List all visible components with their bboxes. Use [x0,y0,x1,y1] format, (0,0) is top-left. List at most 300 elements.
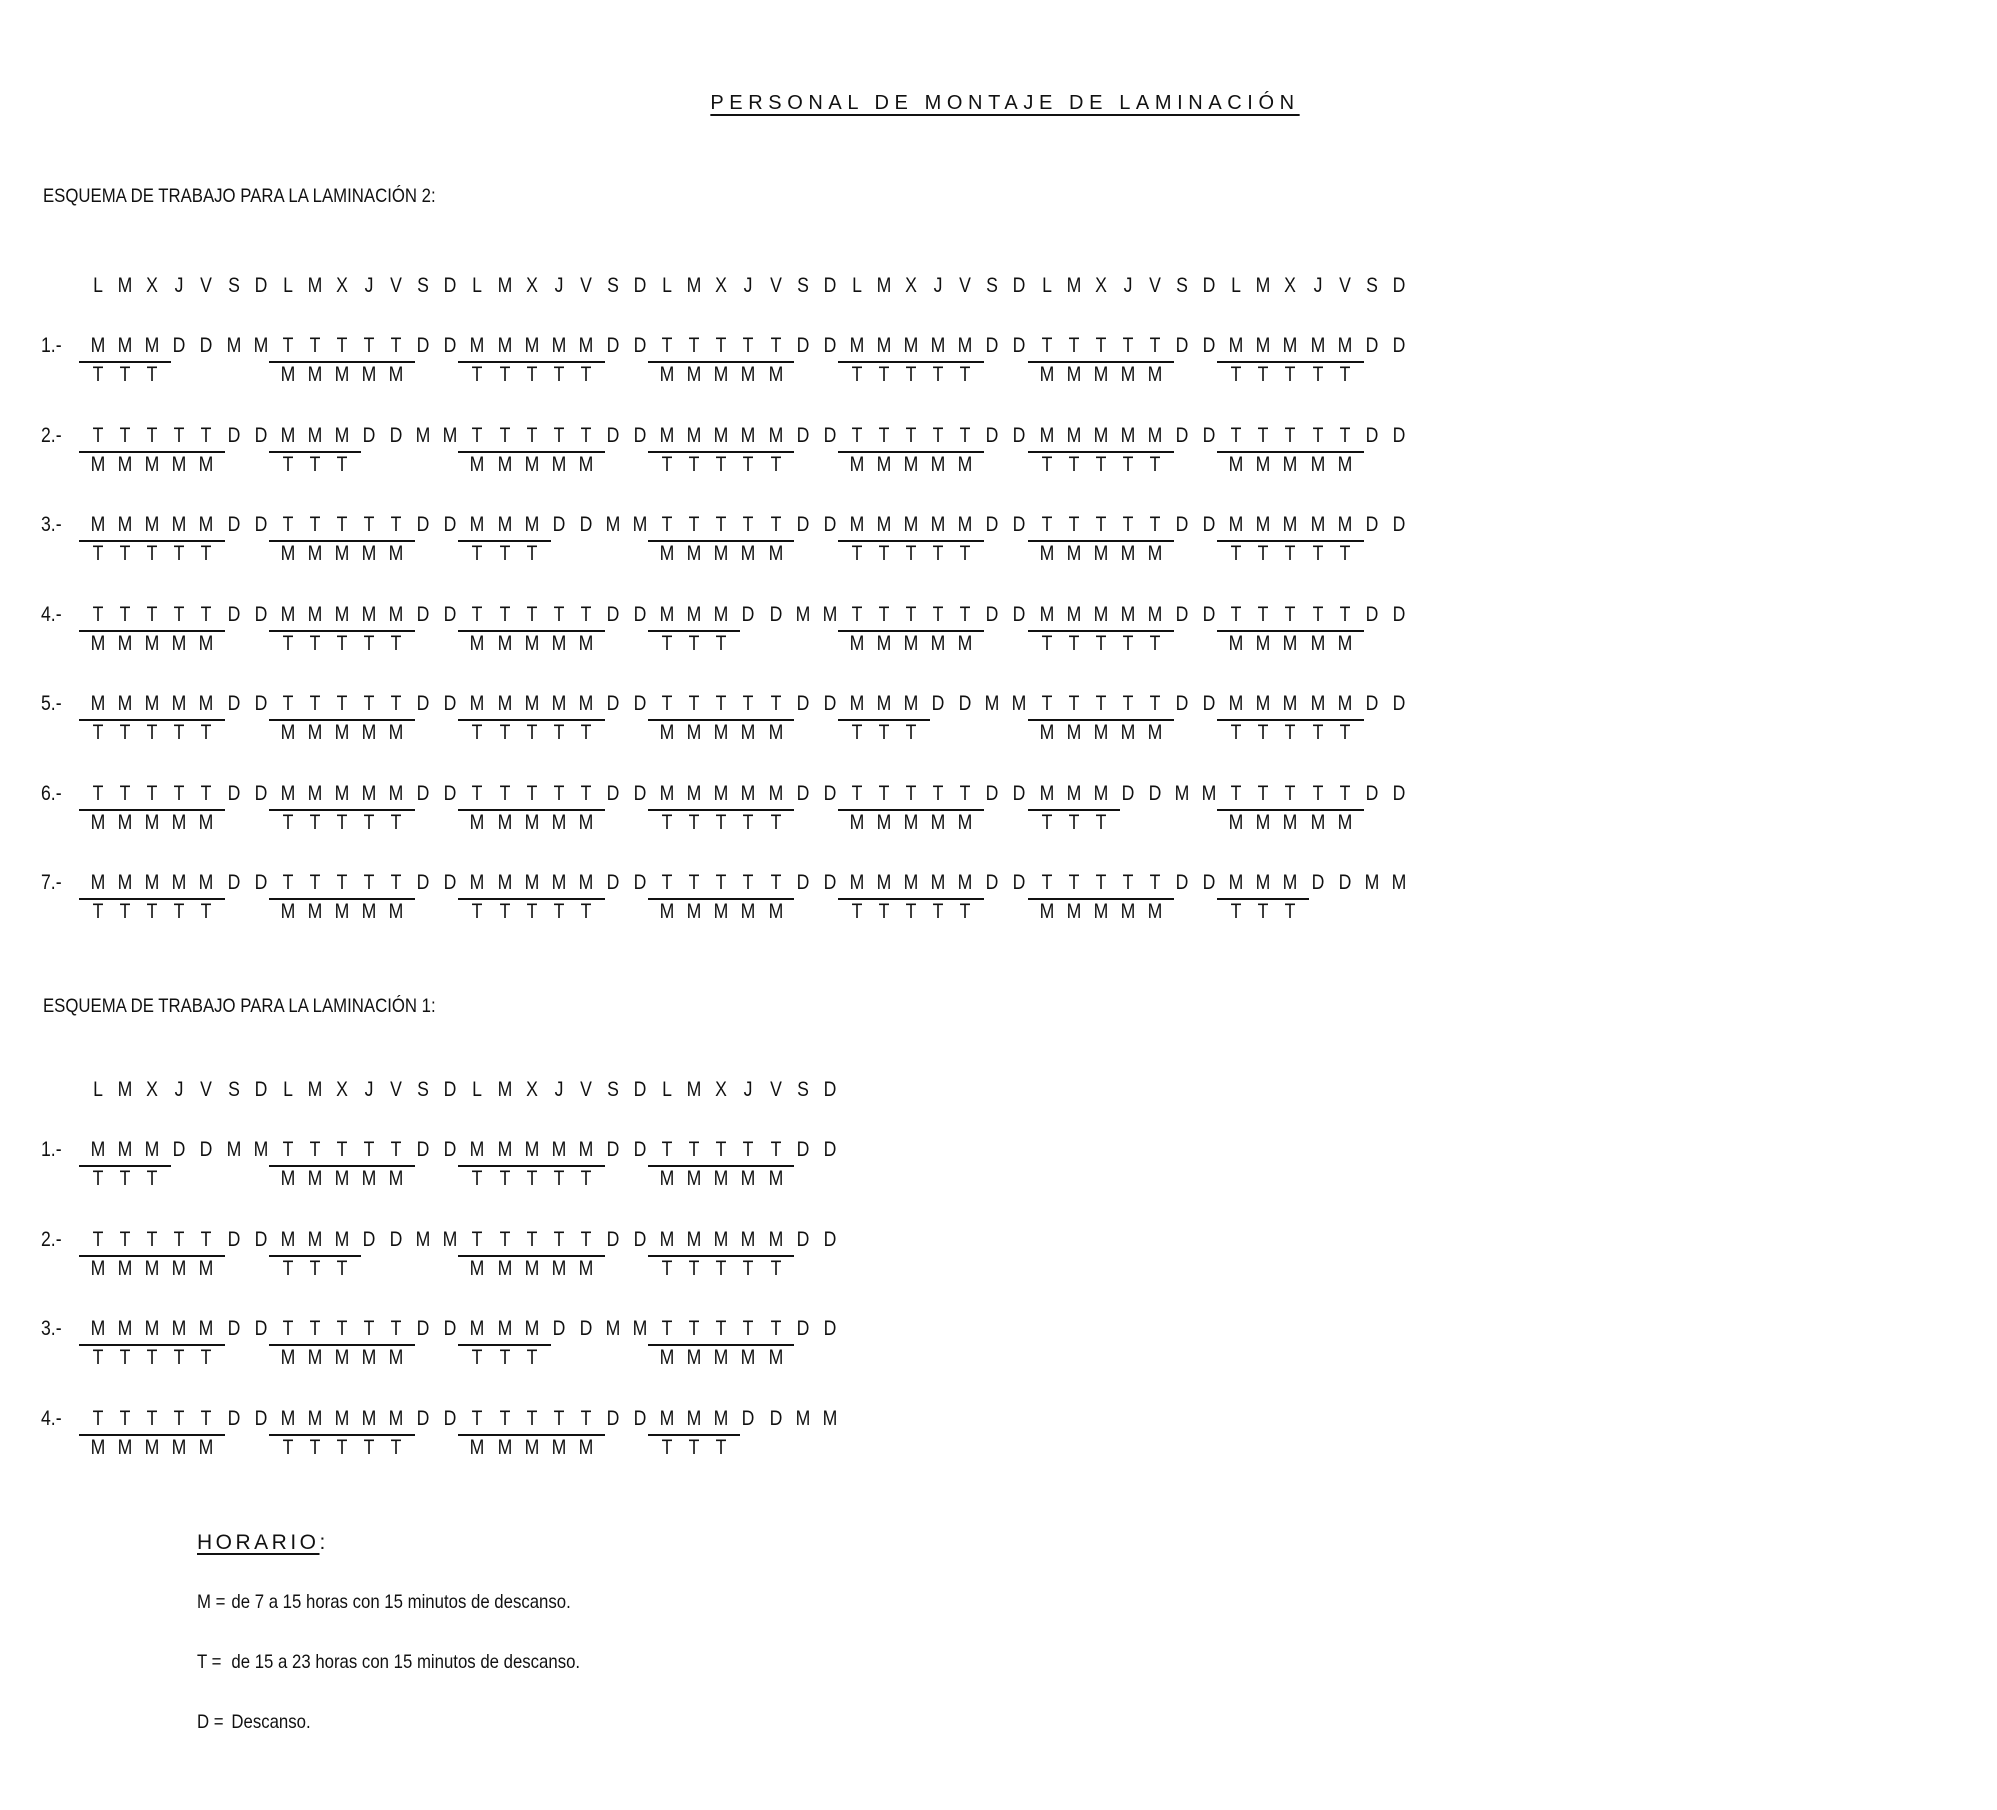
schedule-cell-top: T [119,1227,131,1251]
schedule-cell-bottom: M [551,1256,567,1280]
schedule-cell-bottom: T [688,452,700,476]
schedule-cell-bottom: M [741,1346,756,1369]
schedule-cell-top: M [497,334,512,357]
schedule-cell-top: T [309,513,321,536]
schedule-cell-top: M [551,1138,567,1161]
schedule-cell-top: D [389,423,403,447]
schedule-cell-top: T [688,334,700,357]
schedule-cell-bottom: T [119,721,131,744]
schedule-cell-top: M [470,1138,485,1161]
schedule-cell-top: D [606,423,620,447]
day-header: D [254,274,267,297]
day-header: X [336,274,348,297]
schedule-cell-top: D [633,871,647,894]
schedule-cell-top: M [280,1406,296,1430]
shift-divider-line [269,540,415,542]
schedule-cell-top: D [172,1138,186,1161]
schedule-cell-top: M [768,781,783,805]
schedule-cell-bottom: T [282,1435,294,1459]
schedule-cell-bottom: T [336,1435,348,1459]
day-header: S [986,274,999,297]
schedule-cell-bottom: M [307,542,323,565]
schedule-cell-top: M [1310,692,1325,715]
schedule-cell-top: M [930,513,946,536]
shift-divider-line [269,1255,361,1257]
schedule-cell-bottom: T [363,810,375,834]
schedule-cell-top: D [633,1138,647,1161]
schedule-cell-bottom: T [688,631,700,655]
schedule-cell-top: M [280,1227,296,1251]
day-header: D [443,274,457,297]
schedule-cell-bottom: T [173,1346,185,1369]
schedule-cell-top: M [280,423,296,447]
schedule-cell-top: M [1228,513,1244,536]
schedule-cell-top: M [578,871,594,894]
schedule-cell-top: T [282,1138,294,1161]
schedule-cell-top: T [743,1138,754,1161]
schedule-cell-top: M [1337,334,1352,357]
schedule-cell-top: D [633,602,647,626]
shift-divider-line [1217,809,1363,811]
schedule-cell-bottom: T [336,810,348,834]
schedule-cell-top: M [307,1227,323,1251]
schedule-cell-bottom: M [117,631,133,655]
schedule-cell-top: T [499,781,510,805]
schedule-cell-top: D [172,334,186,357]
schedule-cell-top: M [686,1227,702,1251]
schedule-cell-top: T [1285,602,1296,626]
schedule-cell-top: D [1013,781,1026,805]
schedule-cell-top: M [659,1227,675,1251]
day-header: J [554,274,564,297]
schedule-cell-top: T [688,871,700,894]
schedule-cell-bottom: M [551,1435,567,1459]
day-header: V [390,274,402,297]
schedule-cell-top: D [227,1227,240,1251]
schedule-cell-bottom: T [390,631,402,655]
schedule-cell-top: T [1095,513,1107,536]
shift-divider-line [838,630,984,632]
schedule-cell-bottom: T [580,363,592,386]
schedule-cell-bottom: M [199,810,214,834]
schedule-cell-top: D [1392,513,1406,536]
schedule-cell-top: M [849,692,865,715]
schedule-cell-top: M [361,602,377,626]
schedule-cell-top: M [90,334,106,357]
schedule-cell-top: D [796,692,809,715]
schedule-cell-top: T [336,334,348,357]
shift-divider-line [269,1165,415,1167]
schedule-cell-bottom: M [280,721,296,744]
schedule-cell-bottom: T [92,363,104,386]
schedule-cell-top: M [1066,423,1081,447]
schedule-cell-top: T [1149,513,1161,536]
schedule-cell-top: D [1013,513,1026,536]
schedule-cell-top: T [92,423,104,447]
schedule-cell-bottom: T [201,1346,212,1369]
schedule-cell-top: M [1283,513,1298,536]
schedule-cell-top: M [415,423,431,447]
schedule-cell-bottom: M [578,631,594,655]
schedule-cell-bottom: T [553,363,565,386]
schedule-cell-bottom: T [851,721,863,744]
schedule-cell-bottom: M [1093,542,1109,565]
schedule-cell-top: M [1093,602,1109,626]
schedule-cell-top: T [743,1317,754,1340]
schedule-cell-top: D [1365,423,1379,447]
day-header: V [200,1078,213,1101]
schedule-cell-top: T [363,513,375,536]
schedule-cell-bottom: M [713,900,729,923]
schedule-cell-top: D [416,334,430,357]
day-header: M [307,274,323,297]
day-header: M [117,274,133,297]
schedule-cell-bottom: M [1120,900,1136,923]
schedule-cell-bottom: M [497,452,512,476]
schedule-cell-top: D [796,1227,809,1251]
schedule-cell-top: D [1175,692,1189,715]
schedule-cell-top: D [1175,871,1189,894]
schedule-cell-top: M [524,692,539,715]
schedule-cell-top: M [876,692,892,715]
schedule-cell-top: D [1311,871,1324,894]
schedule-cell-bottom: M [849,810,865,834]
schedule-cell-bottom: T [282,631,294,655]
schedule-cell-top: D [1175,513,1189,536]
day-header: V [579,1078,592,1101]
schedule-cell-bottom: M [1093,900,1109,923]
schedule-cell-top: M [388,1406,404,1430]
schedule-cell-top: D [606,871,620,894]
shift-divider-line [269,809,415,811]
schedule-cell-bottom: T [1312,721,1323,744]
schedule-cell-top: T [932,602,944,626]
schedule-cell-top: M [768,423,783,447]
schedule-cell-top: D [1202,871,1216,894]
schedule-cell-bottom: M [171,452,187,476]
shift-divider-line [648,630,740,632]
schedule-cell-top: T [1312,781,1323,805]
schedule-cell-top: M [1255,871,1271,894]
schedule-cell-bottom: T [959,900,971,923]
schedule-cell-top: D [362,1227,376,1251]
schedule-cell-top: M [849,513,865,536]
schedule-cell-top: T [580,423,592,447]
schedule-cell-bottom: M [388,1346,404,1369]
schedule-cell-bottom: T [526,1346,537,1369]
schedule-cell-top: T [282,1317,294,1340]
shift-divider-line [838,719,930,721]
schedule-cell-bottom: M [659,900,675,923]
shift-divider-line [79,719,225,721]
schedule-cell-bottom: T [146,363,158,386]
schedule-cell-bottom: M [524,631,539,655]
schedule-cell-bottom: M [686,363,702,386]
day-header: M [117,1078,133,1101]
schedule-cell-bottom: T [309,631,321,655]
schedule-cell-top: T [878,602,890,626]
schedule-cell-bottom: T [878,363,890,386]
schedule-cell-bottom: T [499,721,510,744]
schedule-cell-bottom: T [92,1167,104,1190]
legend-key: T = [197,1651,222,1673]
schedule-cell-bottom: T [1149,452,1161,476]
schedule-cell-bottom: M [307,900,323,923]
schedule-cell-top: D [823,692,837,715]
shift-divider-line [458,630,604,632]
schedule-cell-bottom: M [1039,363,1054,386]
schedule-cell-top: M [659,781,675,805]
schedule-cell-top: T [770,871,781,894]
schedule-cell-bottom: T [1257,900,1269,923]
schedule-cell-bottom: T [1041,631,1052,655]
schedule-cell-bottom: T [499,542,510,565]
schedule-cell-top: T [770,513,781,536]
schedule-cell-bottom: T [92,721,104,744]
schedule-cell-bottom: M [930,452,946,476]
schedule-cell-bottom: T [499,363,510,386]
schedule-cell-top: T [173,602,185,626]
schedule-cell-bottom: T [959,542,971,565]
schedule-cell-top: M [199,513,214,536]
schedule-cell-top: D [985,334,999,357]
schedule-cell-bottom: T [770,452,781,476]
schedule-cell-top: M [388,781,404,805]
day-header: X [146,274,159,297]
schedule-cell-top: T [146,1227,158,1251]
schedule-cell-bottom: M [1147,900,1163,923]
day-header: X [1094,274,1107,297]
schedule-cell-top: D [796,781,809,805]
day-header: J [933,274,943,297]
schedule-cell-top: D [579,513,593,536]
schedule-cell-top: T [770,692,781,715]
schedule-cell-bottom: M [578,1256,594,1280]
schedule-cell-bottom: M [497,1435,512,1459]
schedule-cell-top: D [552,1317,566,1340]
shift-divider-line [648,540,794,542]
schedule-cell-top: D [416,513,430,536]
schedule-cell-top: M [334,602,350,626]
schedule-cell-top: M [822,602,838,626]
shift-divider-line [79,1255,225,1257]
schedule-cell-top: M [578,334,594,357]
schedule-cell-top: M [849,871,865,894]
schedule-cell-top: T [363,1317,375,1340]
schedule-cell-bottom: T [878,721,890,744]
schedule-cell-top: M [551,692,567,715]
row-label: 1.- [41,334,62,357]
schedule-cell-bottom: M [524,1256,539,1280]
schedule-cell-top: T [959,602,971,626]
shift-divider-line [269,719,415,721]
schedule-cell-bottom: M [144,631,160,655]
schedule-cell-top: M [524,1317,539,1340]
schedule-cell-top: D [796,334,809,357]
schedule-cell-top: T [499,1406,510,1430]
schedule-cell-top: D [1365,602,1379,626]
schedule-cell-top: M [1228,871,1244,894]
schedule-cell-top: D [254,423,267,447]
schedule-cell-bottom: M [144,810,160,834]
schedule-cell-top: M [686,781,702,805]
schedule-cell-top: D [742,1406,755,1430]
schedule-cell-bottom: M [768,721,783,744]
schedule-cell-bottom: M [90,1256,106,1280]
schedule-cell-bottom: M [117,1435,133,1459]
schedule-cell-top: M [686,1406,702,1430]
schedule-cell-bottom: T [1339,363,1350,386]
schedule-cell-bottom: T [336,1256,348,1280]
schedule-cell-top: T [878,781,890,805]
schedule-cell-top: D [1392,602,1406,626]
schedule-cell-top: T [1149,334,1161,357]
schedule-cell-bottom: M [1039,721,1054,744]
schedule-cell-top: D [985,602,999,626]
schedule-cell-top: T [743,871,754,894]
schedule-cell-top: M [307,1406,323,1430]
schedule-cell-top: T [1230,423,1242,447]
schedule-cell-top: T [282,334,294,357]
schedule-cell-top: M [199,692,214,715]
schedule-cell-bottom: M [686,721,702,744]
legend-key: D = [197,1711,224,1733]
schedule-cell-top: D [931,692,945,715]
shift-divider-line [458,719,604,721]
schedule-cell-top: D [769,1406,782,1430]
schedule-cell-top: D [985,513,999,536]
schedule-cell-top: T [499,423,510,447]
shift-divider-line [269,1434,415,1436]
schedule-cell-top: T [688,513,700,536]
schedule-cell-bottom: M [90,810,106,834]
schedule-cell-top: D [227,423,240,447]
schedule-cell-bottom: T [119,542,131,565]
schedule-cell-bottom: T [1068,631,1079,655]
schedule-cell-bottom: T [1339,721,1350,744]
schedule-cell-bottom: M [361,542,377,565]
shift-divider-line [79,1165,171,1167]
schedule-cell-bottom: M [361,1346,377,1369]
schedule-cell-bottom: M [741,1167,756,1190]
shift-divider-line [838,898,984,900]
schedule-cell-top: D [633,334,647,357]
row-label: 4.- [41,602,62,626]
schedule-cell-bottom: T [499,900,510,923]
schedule-cell-top: M [497,1138,512,1161]
schedule-cell-top: T [390,871,402,894]
schedule-cell-top: M [470,871,485,894]
schedule-cell-bottom: T [499,1167,510,1190]
schedule-cell-top: M [171,692,187,715]
schedule-cell-top: T [472,1406,483,1430]
schedule-cell-top: D [1121,781,1135,805]
day-header: S [227,274,240,297]
schedule-cell-bottom: T [743,810,754,834]
schedule-cell-bottom: M [1093,363,1109,386]
schedule-cell-top: T [526,1227,537,1251]
schedule-cell-top: T [1230,602,1242,626]
schedule-cell-top: T [661,1317,673,1340]
schedule-cell-bottom: M [280,900,296,923]
schedule-cell-bottom: T [553,1167,565,1190]
schedule-cell-bottom: T [146,721,158,744]
schedule-cell-top: M [903,334,919,357]
schedule-cell-top: M [497,513,512,536]
schedule-cell-top: D [1202,602,1216,626]
schedule-cell-top: M [1283,692,1298,715]
schedule-cell-top: M [984,692,1000,715]
schedule-cell-top: M [497,871,512,894]
schedule-cell-top: D [1392,423,1406,447]
schedule-cell-top: D [1013,871,1026,894]
schedule-cell-top: M [1283,334,1298,357]
schedule-cell-top: T [715,692,727,715]
schedule-cell-top: T [92,781,104,805]
schedule-cell-top: T [173,423,185,447]
schedule-cell-bottom: T [661,452,673,476]
schedule-cell-top: T [201,781,212,805]
schedule-cell-top: T [146,423,158,447]
day-header: L [93,274,103,297]
schedule-cell-bottom: M [1337,631,1352,655]
schedule-cell-bottom: M [713,542,729,565]
day-header: M [307,1078,323,1101]
schedule-cell-top: M [903,692,919,715]
schedule-cell-top: D [200,334,213,357]
schedule-cell-top: T [146,1406,158,1430]
schedule-cell-top: T [1257,781,1269,805]
schedule-cell-top: T [661,1138,673,1161]
schedule-cell-bottom: M [90,631,106,655]
schedule-cell-bottom: M [524,810,539,834]
schedule-cell-top: D [769,602,782,626]
schedule-cell-bottom: M [1310,452,1325,476]
schedule-cell-top: M [849,334,865,357]
schedule-cell-top: T [1041,513,1052,536]
shift-divider-line [648,1344,794,1346]
schedule-cell-bottom: M [361,363,377,386]
schedule-cell-bottom: T [472,1167,483,1190]
day-header: D [823,1078,837,1101]
schedule-cell-top: M [226,1138,241,1161]
row-label: 7.- [41,871,62,894]
schedule-cell-bottom: T [580,721,592,744]
schedule-cell-bottom: T [851,542,863,565]
schedule-cell-bottom: T [553,721,565,744]
schedule-cell-top: T [1122,334,1134,357]
schedule-cell-top: D [416,602,430,626]
schedule-cell-top: M [90,692,106,715]
schedule-cell-top: D [254,602,267,626]
day-header: D [633,1078,647,1101]
schedule-cell-top: M [713,1227,729,1251]
schedule-cell-bottom: T [1095,452,1107,476]
schedule-cell-bottom: T [1230,900,1242,923]
schedule-cell-top: D [443,1317,457,1340]
schedule-cell-top: D [443,602,457,626]
schedule-cell-top: T [390,1138,402,1161]
schedule-cell-bottom: M [741,721,756,744]
horario-colon: : [319,1531,326,1554]
schedule-cell-bottom: M [659,363,675,386]
schedule-cell-bottom: M [849,631,865,655]
schedule-cell-bottom: M [307,721,323,744]
schedule-cell-top: M [253,1138,268,1161]
schedule-cell-bottom: M [849,452,865,476]
schedule-cell-top: D [958,692,972,715]
schedule-cell-top: T [959,423,971,447]
